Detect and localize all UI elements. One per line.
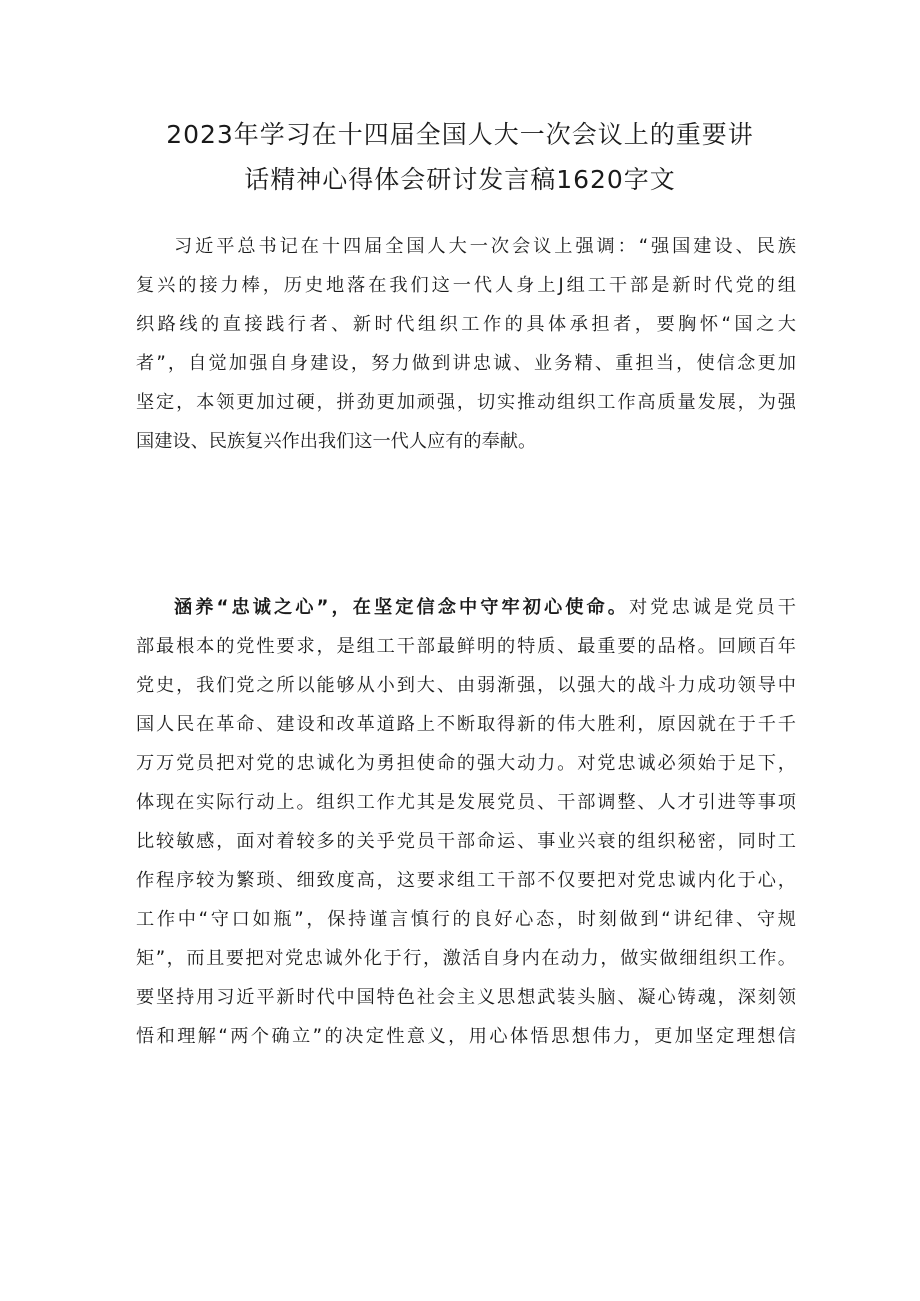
paragraph-line: 国建设、民族复兴作出我们这一代人应有的奉献。 (136, 431, 537, 452)
section-heading: 涵养“忠诚之心”，在坚定信念中守牢初心使命。 (174, 597, 630, 618)
paragraph-line: 国人民在革命、建设和改革道路上不断取得新的伟大胜利，原因就在于千千 (136, 714, 796, 735)
paragraph-line: 复兴的接力棒，历史地落在我们这一代人身上J组工干部是新时代党的组 (136, 275, 796, 296)
paragraph-line: 体现在实际行动上。组织工作尤其是发展党员、干部调整、人才引进等事项 (136, 792, 796, 813)
paragraph-line: 比较敏感，面对着较多的关乎党员干部命运、事业兴衰的组织秘密，同时工 (136, 831, 796, 852)
paragraph-line: 织路线的直接践行者、新时代组织工作的具体承担者，要胸怀“国之大 (136, 314, 796, 335)
paragraph-line: 作程序较为繁琐、细致度高，这要求组工干部不仅要把对党忠诚内化于心， (136, 870, 796, 891)
paragraph-intro (136, 227, 796, 461)
paragraph-line: 工作中“守口如瓶”，保持谨言慎行的良好心态，时刻做到“讲纪律、守规 (136, 909, 796, 930)
heading-line-rest: 对党忠诚是党员干 (629, 597, 796, 618)
paragraph-line: 党史，我们党之所以能够从小到大、由弱渐强，以强大的战斗力成功领导中 (136, 675, 796, 696)
paragraph-line (136, 588, 796, 627)
paragraph-line: 坚定，本领更加过硬，拼劲更加顽强，切实推动组织工作高质量发展，为强 (136, 392, 796, 413)
paragraph-line: 部最根本的党性要求，是组工干部最鲜明的特质、最重要的品格。回顾百年 (136, 636, 796, 657)
title-line: 2023年学习在十四届全国人大一次会议上的重要讲 (166, 120, 754, 149)
paragraph-line: 矩”，而且要把对党忠诚外化于行，激活自身内在动力，做实做细组织工作。 (136, 948, 796, 969)
paragraph-line: 万万党员把对党的忠诚化为勇担使命的强大动力。对党忠诚必须始于足下， (136, 753, 796, 774)
title-line: 话精神心得体会研讨发言稿1620字文 (244, 165, 676, 194)
paragraph-line: 悟和理解“两个确立”的决定性意义，用心体悟思想伟力，更加坚定理想信 (136, 1026, 796, 1047)
document-title (100, 112, 820, 202)
paragraph-line: 者”，自觉加强自身建设，努力做到讲忠诚、业务精、重担当，使信念更加 (136, 353, 796, 374)
paragraph-line: 要坚持用习近平新时代中国特色社会主义思想武装头脑、凝心铸魂，深刻领 (136, 987, 796, 1008)
paragraph-line: 习近平总书记在十四届全国人大一次会议上强调：“强国建设、民族 (174, 236, 796, 257)
paragraph-loyalty (136, 588, 796, 1056)
